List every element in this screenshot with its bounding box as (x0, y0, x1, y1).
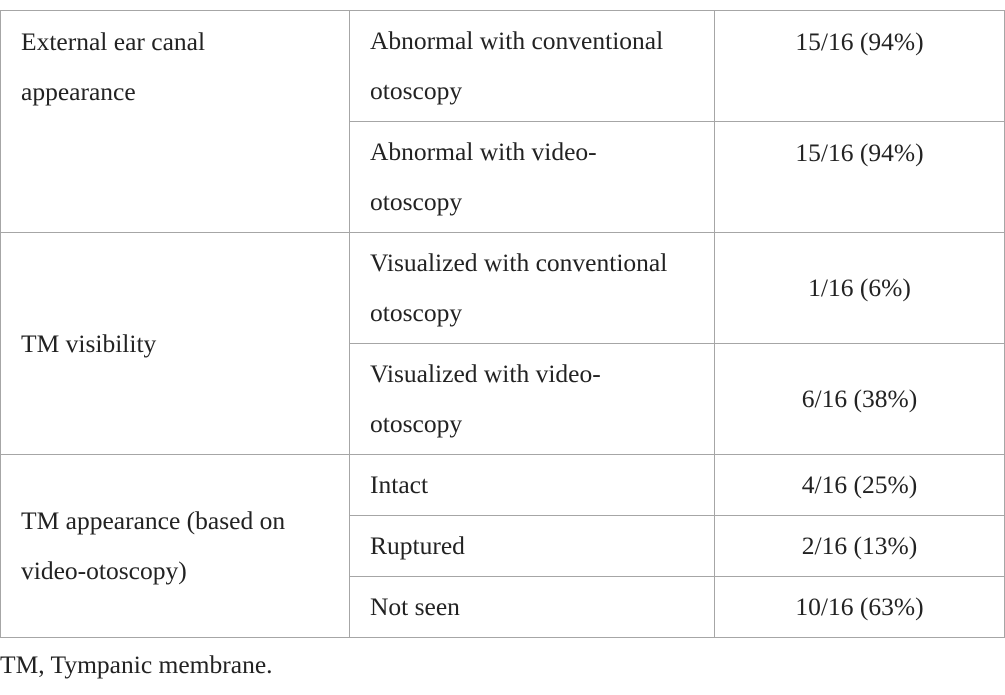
value-cell: 1/16 (6%) (715, 233, 1005, 344)
value-cell: 6/16 (38%) (715, 344, 1005, 455)
finding-cell: Not seen (350, 577, 715, 638)
value-cell: 10/16 (63%) (715, 577, 1005, 638)
value-cell: 15/16 (94%) (715, 11, 1005, 122)
finding-cell: Ruptured (350, 516, 715, 577)
finding-cell: Visualized with video-otoscopy (350, 344, 715, 455)
table-row (1, 455, 1005, 516)
value-cell: 2/16 (13%) (715, 516, 1005, 577)
value-cell: 15/16 (94%) (715, 122, 1005, 233)
finding-cell: Intact (350, 455, 715, 516)
finding-cell: Abnormal with conventional otoscopy (350, 11, 715, 122)
table-row (1, 11, 1005, 122)
table-row (1, 233, 1005, 344)
table-footnote: TM, Tympanic membrane. (0, 650, 273, 679)
results-table (0, 10, 1005, 638)
value-cell: 4/16 (25%) (715, 455, 1005, 516)
category-cell: External ear canal appearance (1, 11, 350, 233)
finding-cell: Abnormal with video-otoscopy (350, 122, 715, 233)
category-cell: TM appearance (based on video-otoscopy) (1, 455, 350, 638)
category-cell: TM visibility (1, 233, 350, 455)
finding-cell: Visualized with conventional otoscopy (350, 233, 715, 344)
